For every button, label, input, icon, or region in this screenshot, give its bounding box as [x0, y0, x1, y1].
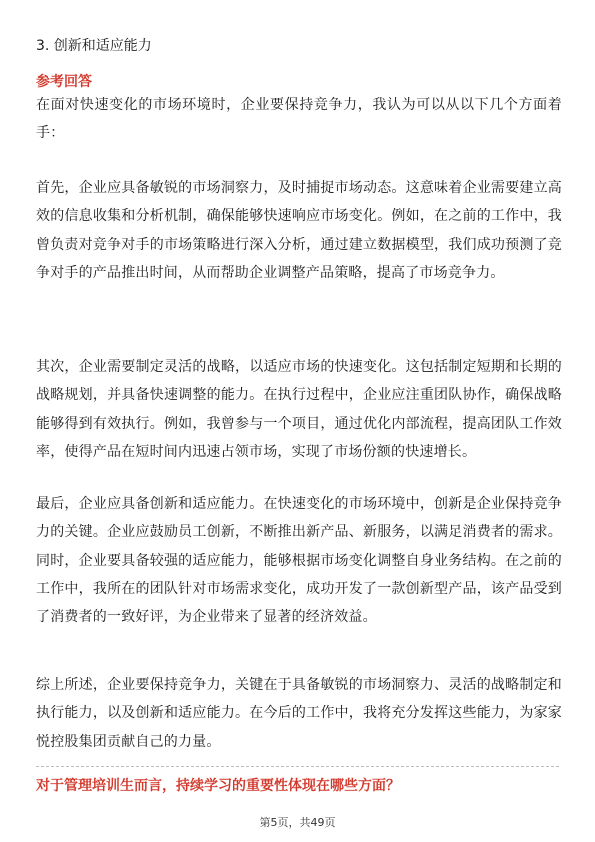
- answer-paragraph-last: 最后，企业应具备创新和适应能力。在快速变化的市场环境中，创新是企业保持竞争力的关键。企业应鼓励员工创新，不断推出新产品、新服务，以满足消费者的需求。同时，企业要具备较强的适应能力，能够根据市场变化调整自身业务结构。在之前的工作中，我所在的团队针对市场需求变化，成功开发了一款创新型产品，该产品受到了消费者的一致好评，为企业带来了显著的经济效益。: [36, 496, 562, 626]
- answer-paragraph-second: 其次，企业需要制定灵活的战略，以适应市场的快速变化。这包括制定短期和长期的战略规划，并具备快速调整的能力。在执行过程中，企业应注重团队协作，确保战略能够得到有效执行。例如，我曾参与一个项目，通过优化内部流程，提高团队工作效率，使得产品在短时间内迅速占领市场，实现了市场份额的快速增长。: [36, 359, 562, 460]
- page-footer: 第5页，共49页: [259, 816, 336, 829]
- next-question: 对于管理培训生而言，持续学习的重要性体现在哪些方面？: [36, 778, 400, 794]
- answer-paragraph-summary: 综上所述，企业要保持竞争力，关键在于具备敏锐的市场洞察力、灵活的战略制定和执行能力，以及创新和适应能力。在今后的工作中，我将充分发挥这些能力，为家家悦控股集团贡献自己的力量。: [36, 677, 562, 750]
- answer-paragraph-intro: 在面对快速变化的市场环境时，企业要保持竞争力，我认为可以从以下几个方面着手：: [36, 97, 562, 142]
- answer-label: 参考回答: [36, 74, 92, 90]
- section-title: 3. 创新和适应能力: [36, 38, 152, 54]
- answer-paragraph-first: 首先，企业应具备敏锐的市场洞察力，及时捕捉市场动态。这意味着企业需要建立高效的信息收集和分析机制，确保能够快速响应市场变化。例如，在之前的工作中，我曾负责对竞争对手的市场策略进行深入分析，通过建立数据模型，我们成功预测了竞争对手的产品推出时间，从而帮助企业调整产品策略，提高了市场竞争力。: [36, 180, 562, 281]
- section-divider: [36, 766, 559, 767]
